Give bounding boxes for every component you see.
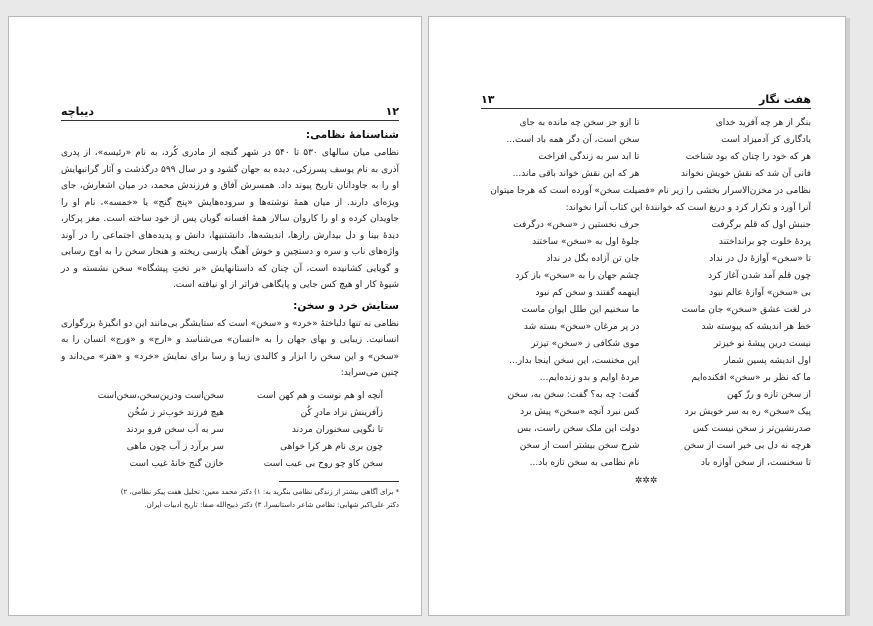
hemistich: نیست درین پیشۀ نو خیزتر: [713, 339, 811, 349]
hemistich: هر که خود را چنان که بود شناخت: [685, 152, 811, 162]
hemistich: پردۀ خلوت چو برانداختند: [718, 237, 811, 247]
prose-line: نظامی در مخزن‌الاسرار بخشی را زیر نام «فضیلت سخن» آورده است که هرجا میتوان: [490, 186, 811, 196]
hemistich: صدرنشین‌تر ز سخن نیست کس: [692, 424, 811, 434]
verse-couplet: [77, 405, 383, 422]
right-page: [428, 16, 846, 616]
paragraph: نظامی میان سالهای ۵۳۰ تا ۵۴۰ در شهر گنجه از مادری کُرد، به نام «رئیسه»، از پدری آذری به نام یوسف پسرزکی، دیده به جهان گشود و در سال ۵۹۹ درگذشت و آثار گرانبهایش او را به جاودانان تاریخ پیوند داد. همسرش آفاق و فرزندش محمد، در میان اشعارش، جای ویژه‌ای دارند. از میان همۀ نوشته‌ها و سروده‌هایش «پنج گنج» یا «خمسه»، نام او را جاویدان کرده و او را کاروان سالار همۀ افسانه گویان پس از خود ساخته است. مغز پرکار، دیدۀ بینا و دل بیدارش رازها، اندیشه‌ها، دانشتنیها، دانش و پدیده‌های اجتماعی را در آوند واژه‌های ناب و سره و دستچین و خوش آهنگ پارسی ریخته و هنجار سخن را به اوج رسایی و گویایی کشانیده است، آن چنان که داستانهایش «بر تختِ پیشگاه» سخن نشسته و در شیوۀ کار او هیچ کس جایی و پایگاهی فراتر از او نیافته است.: [61, 148, 400, 290]
verse-couplet: [77, 439, 383, 456]
verse-couplet: [481, 404, 811, 421]
verse-couplet: [77, 456, 383, 473]
hemistich: زآفرینش نزاد مادرِ کُن: [300, 407, 383, 418]
hemistich: یادگاری کز آدمیزاد است: [721, 135, 811, 145]
verse-couplet: [481, 455, 811, 472]
verse-couplet: [481, 251, 811, 268]
left-page-body: [61, 129, 399, 512]
verse-couplet: [481, 336, 811, 353]
verse-couplet: [481, 353, 811, 370]
hemistich: جنبش اول که قلم برگرفت: [711, 220, 811, 230]
hemistich: حرف نخستین ز «سخن» درگرفت: [513, 220, 640, 230]
hemistich: اینهمه گفتند و سخن کم نبود: [535, 288, 640, 298]
hemistich: دولت این ملک سخن راست، بس: [517, 424, 640, 434]
hemistich: تا ابد سر به زندگی افراخت: [538, 152, 640, 162]
hemistich: در پر مرغان «سخن» بسته شد: [523, 322, 640, 332]
hemistich: آنچه او هم نوست و هم کهن است: [256, 390, 383, 401]
hemistich: بی «سخن» آوازۀ عالم نبود: [709, 288, 811, 298]
hemistich: کس نبرد آنچه «سخن» پیش برد: [520, 407, 640, 417]
hemistich: سخن کاو چو روح بی عیب است: [263, 458, 383, 469]
hemistich: در لغت عشق «سخن» جان ماست: [681, 305, 811, 315]
verse-couplet: [481, 268, 811, 285]
hemistich: نام نظامی به سخن تازه باد...: [529, 458, 640, 468]
hemistich: فانی آن شد که نقش خویش نخواند: [680, 169, 811, 179]
hemistich: هیچ فرزند خوب‌تر ز سُخُن: [127, 407, 224, 418]
hemistich: بنگر از هر چه آفرید خدای: [715, 118, 811, 128]
footnote: دکتر علی‌اکبر شهابی: نظامی شاعر داستانسرا، ۳) دکتر ذبیح‌الله صفا: تاریخ ادبیات ایران.: [144, 500, 399, 509]
section-heading: شناسنامۀ نظامی:: [305, 129, 399, 141]
hemistich: سر برآرد ز آب چون ماهی: [126, 441, 224, 452]
running-title: هفت نگار: [758, 93, 811, 106]
page-shadow: [846, 18, 850, 616]
hemistich: سخن است، آن دگر همه باد است...: [506, 135, 640, 145]
verse-couplet: [481, 285, 811, 302]
hemistich: هر که این نقش خواند باقی ماند...: [512, 169, 640, 179]
hemistich: پیک «سخن» ره به سر خویش برد: [684, 407, 811, 417]
verse-couplet: [481, 149, 811, 166]
verse-couplet: [77, 422, 383, 439]
verse-block: [481, 217, 811, 472]
footnote-rule: [279, 481, 399, 482]
prose-line: آنرا آورد و تکرار کرد و دریغ است که خوانندۀ این کتاب آنرا نخواند:: [565, 203, 811, 213]
footnote: * برای آگاهی بیشتر از زندگی نظامی بنگرید به: ۱) دکتر محمد معین: تحلیل هفت پیکر نظامی، ۲): [120, 487, 399, 496]
hemistich: تا «سخن» آوازۀ دل در نداد: [709, 254, 811, 264]
section-heading: ستایش خرد و سخن:: [293, 299, 399, 312]
hemistich: چشم جهان را به «سخن» باز کرد: [515, 271, 640, 281]
section-end-ornament: ✲✲✲: [634, 476, 658, 486]
hemistich: تا سخنست، از سخن آوازه باد: [700, 458, 811, 468]
verse-couplet: [481, 319, 811, 336]
verse-couplet: [481, 421, 811, 438]
verse-couplet: [481, 387, 811, 404]
hemistich: سر به آب سخن فرو بردند: [126, 424, 224, 435]
hemistich: گفت: چه به؟ گفت: سخن به، سخن: [507, 390, 640, 400]
hemistich: جان تن آزاده بگل در نداد: [546, 254, 640, 264]
hemistich: ما سخنیم این طلل ایوان ماست: [521, 305, 640, 315]
verse-couplet: [481, 217, 811, 234]
right-page-body: [481, 115, 811, 486]
left-page: [8, 16, 422, 616]
hemistich: مردۀ اوایم و بدو زنده‌ایم...: [539, 373, 640, 383]
verse-block: [61, 388, 399, 473]
verse-couplet: [481, 370, 811, 387]
hemistich: از سخن تازه و رزّ کهن: [727, 390, 811, 400]
running-title: دیباچه: [61, 105, 94, 118]
verse-couplet: [481, 438, 811, 455]
hemistich: تا نگویی سخنوران مردند: [291, 424, 383, 435]
page-number: ۱۳: [481, 93, 495, 106]
verse-couplet: [481, 166, 811, 183]
hemistich: خط هر اندیشه که پیوسته شد: [701, 322, 811, 332]
hemistich: جلوۀ اول به «سخن» ساختند: [532, 237, 640, 247]
left-running-header: [61, 105, 399, 121]
hemistich: چون قلم آمد شدن آغاز کرد: [708, 271, 811, 281]
verse-couplet: [481, 234, 811, 251]
hemistich: تا ازو جز سخن چه مانده به جای: [519, 118, 640, 128]
verse-couplet: [481, 302, 811, 319]
verse-couplet: [481, 132, 811, 149]
hemistich: ما که نظر بر «سخن» افکنده‌ایم: [691, 373, 811, 383]
hemistich: این مخنست، این سخن اینجا بدار...: [509, 356, 640, 366]
hemistich: شرح سخن بیشتر است از سخن: [519, 441, 640, 451]
hemistich: خازن گنج خانۀ غیب است: [129, 458, 224, 469]
verse-couplet: [77, 388, 383, 405]
hemistich: سخن‌است ودرین‌سخن،سخن‌است: [97, 390, 224, 401]
right-running-header: [481, 93, 811, 109]
hemistich: اول اندیشه پسین شمار: [724, 356, 811, 366]
paragraph: نظامی نه تنها دلباختۀ «خرد» و «سخن» است که ستایشگر بی‌مانند این دو انگیزۀ بزرگواری انسانیت. زیبایی و بهای جهان را به «انسان» می‌شناسد و «ارج» و «وَرج» انسان را به «سخن» و این سخن را ابزار و کالبدی زیبا و رسا برای نمایش «خرد» و «هنر» می‌داند و چنین می‌سراید:: [61, 318, 399, 378]
page-number: ۱۲: [385, 105, 399, 118]
verse-couplet: [481, 115, 811, 132]
hemistich: موی شکافی ز «سخن» تیزتر: [531, 339, 640, 349]
hemistich: چون بری نام هر کرا خواهی: [280, 441, 383, 452]
verse-block: [481, 115, 811, 183]
hemistich: هرچه نه دل بی خبر است از سخن: [683, 441, 811, 451]
